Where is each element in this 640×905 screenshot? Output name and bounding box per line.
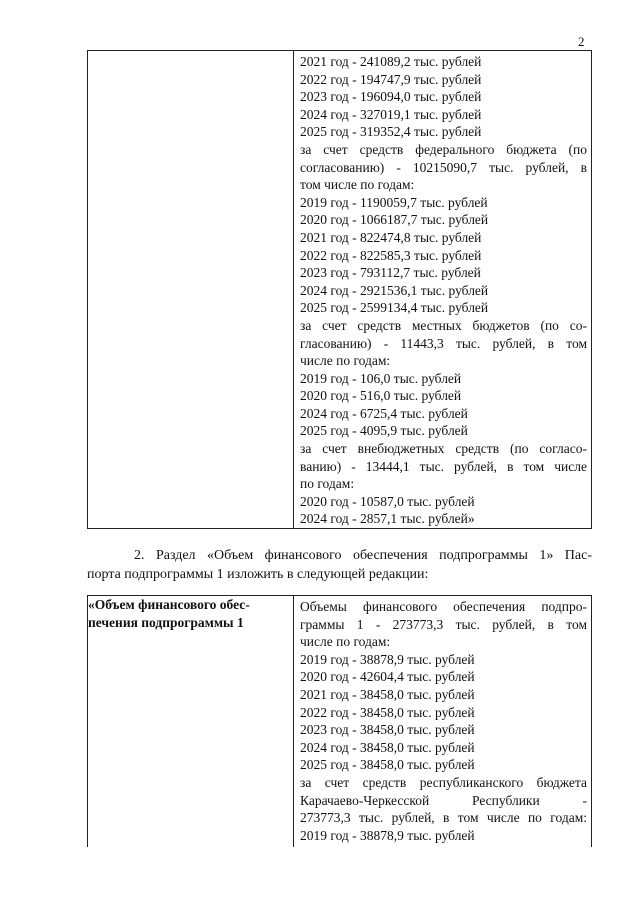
heading-line: «Объем финансового обес- — [88, 597, 250, 612]
table-row-heading — [88, 596, 294, 848]
amendment-paragraph — [87, 546, 592, 584]
table-line: 2024 год - 38458,0 тыс. рублей — [300, 739, 475, 755]
paragraph-line: 2. Раздел «Объем финансового обеспечения подпрограммы 1» Пас- — [134, 548, 592, 563]
table-line: том числе по годам: — [300, 177, 415, 193]
table-line: ванию) - 13444,1 тыс. рублей, в том числе — [300, 458, 587, 474]
table-line: 2021 год - 822474,8 тыс. рублей — [300, 229, 482, 245]
table-line: 2022 год - 194747,9 тыс. рублей — [300, 71, 482, 87]
table-line: 2019 год - 1190059,7 тыс. рублей — [300, 194, 488, 210]
table-line: 2023 год - 38458,0 тыс. рублей — [300, 722, 475, 738]
table-line: за счет средств республиканского бюджета — [300, 774, 587, 790]
table-line: числе по годам: — [300, 353, 391, 369]
table-left-cell-empty — [88, 51, 294, 529]
table-line: 2021 год - 38458,0 тыс. рублей — [300, 686, 475, 702]
paragraph-line: порта подпрограммы 1 изложить в следующей редакции: — [87, 567, 429, 582]
table-line: 2024 год - 2857,1 тыс. рублей» — [300, 511, 475, 527]
table-line: 273773,3 тыс. рублей, в том числе по годам: — [300, 810, 587, 826]
table-line: за счет средств федерального бюджета (по — [300, 141, 587, 157]
table-line: 2024 год - 6725,4 тыс. рублей — [300, 405, 468, 421]
table-line: 2022 год - 38458,0 тыс. рублей — [300, 704, 475, 720]
table-line: 2019 год - 38878,9 тыс. рублей — [300, 651, 475, 667]
table-line: 2020 год - 1066187,7 тыс. рублей — [300, 212, 489, 228]
table-right-cell — [294, 596, 592, 848]
table-line: 2020 год - 516,0 тыс. рублей — [300, 388, 462, 404]
table-line: 2020 год - 10587,0 тыс. рублей — [300, 493, 475, 509]
funding-table-subprogram-1 — [87, 595, 592, 847]
table-line: 2020 год - 42604,4 тыс. рублей — [300, 669, 475, 685]
table-line: 2025 год - 319352,4 тыс. рублей — [300, 124, 482, 140]
table-line: 2019 год - 106,0 тыс. рублей — [300, 370, 462, 386]
heading-line: печения подпрограммы 1 — [88, 614, 244, 630]
table-line: 2023 год - 196094,0 тыс. рублей — [300, 89, 482, 105]
table-line: 2025 год - 2599134,4 тыс. рублей — [300, 300, 489, 316]
table-line: 2024 год - 2921536,1 тыс. рублей — [300, 282, 489, 298]
table-line: 2022 год - 822585,3 тыс. рублей — [300, 247, 482, 263]
page-number: 2 — [578, 34, 585, 49]
table-line: 2025 год - 4095,9 тыс. рублей — [300, 423, 468, 439]
table-line: за счет внебюджетных средств (по согласо- — [300, 441, 587, 457]
table-line: по годам: — [300, 476, 355, 492]
table-line: 2024 год - 327019,1 тыс. рублей — [300, 106, 482, 122]
table-line: 2019 год - 38878,9 тыс. рублей — [300, 827, 475, 843]
funding-table-continued — [87, 50, 592, 529]
table-line: гласованию) - 11443,3 тыс. рублей, в том — [300, 335, 587, 351]
table-line: Карачаево-Черкесской Республики - — [300, 792, 587, 808]
table-right-cell — [294, 51, 592, 529]
table-line: граммы 1 - 273773,3 тыс. рублей, в том — [300, 616, 587, 632]
table-line: согласованию) - 10215090,7 тыс. рублей, в — [300, 159, 587, 175]
table-line: 2021 год - 241089,2 тыс. рублей — [300, 54, 482, 69]
table-line: 2025 год - 38458,0 тыс. рублей — [300, 757, 475, 773]
table-line: Объемы финансового обеспечения подпро- — [300, 599, 587, 614]
table-line: за счет средств местных бюджетов (по со- — [300, 317, 587, 333]
table-line: числе по годам: — [300, 634, 391, 650]
table-line: 2023 год - 793112,7 тыс. рублей — [300, 265, 481, 281]
